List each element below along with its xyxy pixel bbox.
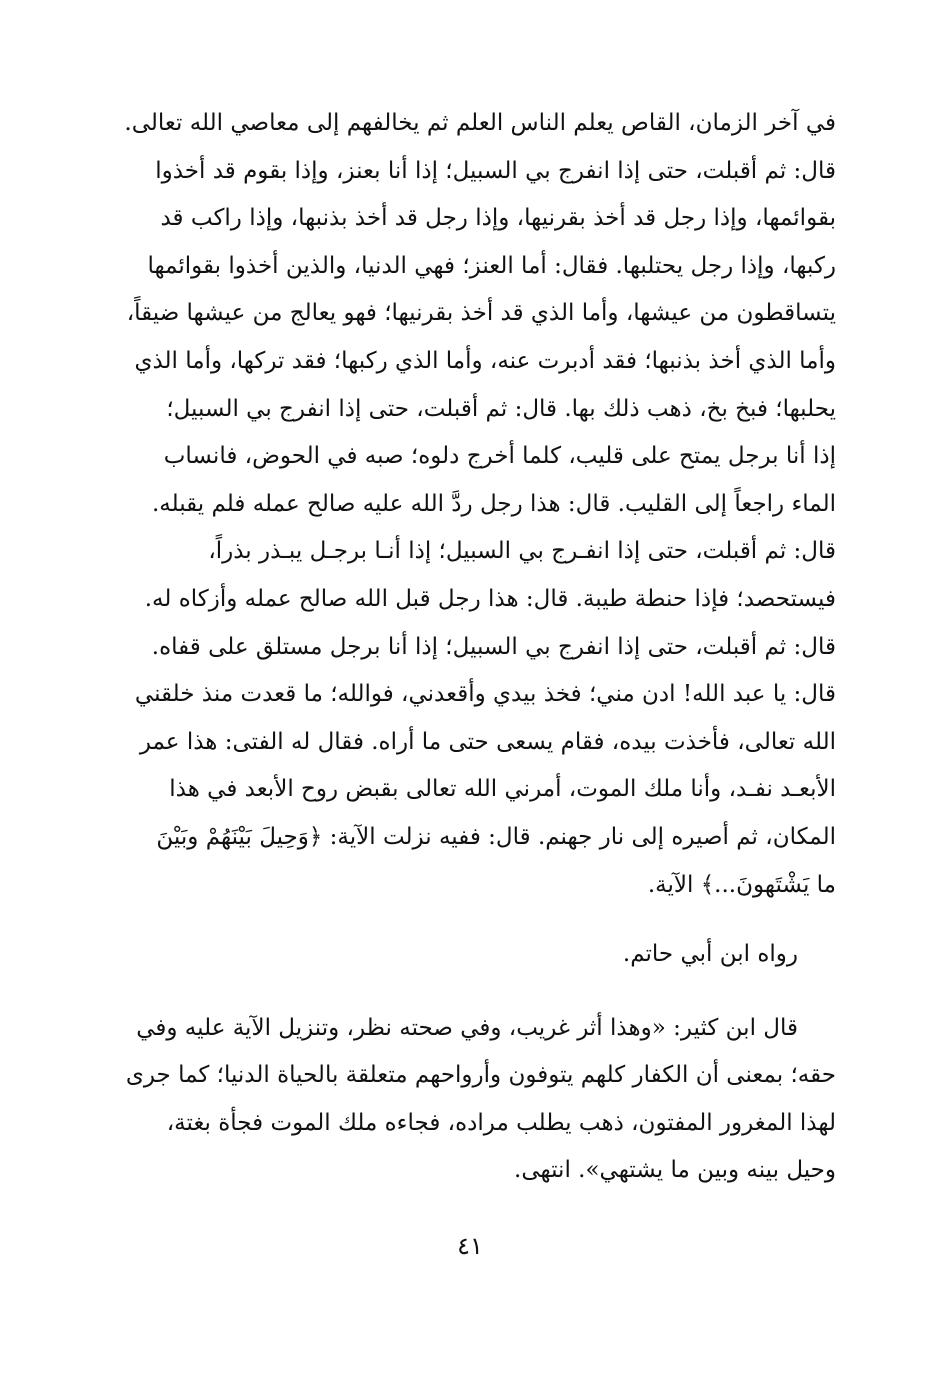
- text-line: لهذا المغرور المفتون، ذهب يطلب مراده، فجاءه ملك الموت فجأة بغتة،: [166, 1109, 836, 1136]
- text-line: قال: ثم أقبلت، حتى إذا انفرج بي السبيل؛ إذا أنا بعنز، وإذا بقوم قد أخذوا: [155, 157, 836, 184]
- page-number: ٤١: [457, 1232, 483, 1260]
- text-line: فيستحصد؛ فإذا حنطة طيبة. قال: هذا رجل قبل الله صالح عمله وأزكاه له.: [144, 585, 836, 612]
- text-line: وحيل بينه وبين ما يشتهي». انتهى.: [514, 1157, 836, 1184]
- page-body: [112, 100, 836, 1195]
- text-line: الله تعالى، فأخذت بيده، فقام يسعى حتى ما أراه. فقال له الفتى: هذا عمر: [139, 728, 836, 755]
- commentary: [112, 1005, 836, 1195]
- text-line: قال ابن كثير: «وهذا أثر غريب، وفي صحته نظر، وتنزيل الآية عليه وفي: [136, 1014, 798, 1041]
- citation: رواه ابن أبي حاتم.: [622, 941, 798, 968]
- text-line: قال: يا عبد الله! ادن مني؛ فخذ بيدي وأقعدني، فوالله؛ ما قعدت منذ خلقني: [134, 681, 836, 708]
- text-line: المكان، ثم أصيره إلى نار جهنم. قال: ففيه نزلت الآية: ﴿وَحِيلَ بَيْنَهُمْ وبَيْنَ: [156, 823, 836, 850]
- text-line: يحلبها؛ فبخ بخ، ذهب ذلك بها. قال: ثم أقبلت، حتى إذا انفرج بي السبيل؛: [166, 395, 836, 422]
- text-line: قال: ثم أقبلت، حتى إذا انفـرج بي السبيل؛ إذا أنـا برجـل يبـذر بذراً،: [208, 538, 836, 565]
- text-line: يتساقطون من عيشها، وأما الذي قد أخذ بقرنيها؛ فهو يعالج من عيشها ضيقاً،: [126, 300, 836, 327]
- text-line: بقوائمها، وإذا رجل قد أخذ بقرنيها، وإذا رجل قد أخذ بذنبها، وإذا راكب قد: [160, 205, 836, 232]
- text-line: في آخر الزمان، القاص يعلم الناس العلم ثم يخالفهم إلى معاصي الله تعالى.: [124, 110, 836, 136]
- text-line: إذا أنا برجل يمتح على قليب، كلما أخرج دلوه؛ صبه في الحوض، فانساب: [163, 443, 836, 470]
- text-line: ركبها، وإذا رجل يحتلبها. فقال: أما العنز؛ فهي الدنيا، والذين أخذوا بقوائمها: [147, 252, 836, 279]
- text-line: حقه؛ بمعنى أن الكفار كلهم يتوفون وأرواحهم متعلقة بالحياة الدنيا؛ كما جرى: [125, 1062, 836, 1089]
- text-line: قال: ثم أقبلت، حتى إذا انفرج بي السبيل؛ إذا أنا برجل مستلق على قفاه.: [151, 633, 836, 660]
- text-line: ما يَشْتَهونَ...﴾ الآية.: [647, 871, 836, 898]
- main-text: [112, 100, 836, 909]
- text-line: وأما الذي أخذ بذنبها؛ فقد أدبرت عنه، وأما الذي ركبها؛ فقد تركها، وأما الذي: [134, 347, 836, 374]
- text-line: الأبعـد نفـد، وأنا ملك الموت، أمرني الله تعالى بقبض روح الأبعد في هذا: [169, 776, 836, 803]
- text-line: الماء راجعاً إلى القليب. قال: هذا رجل ردَّ الله عليه صالح عمله فلم يقبله.: [151, 490, 836, 517]
